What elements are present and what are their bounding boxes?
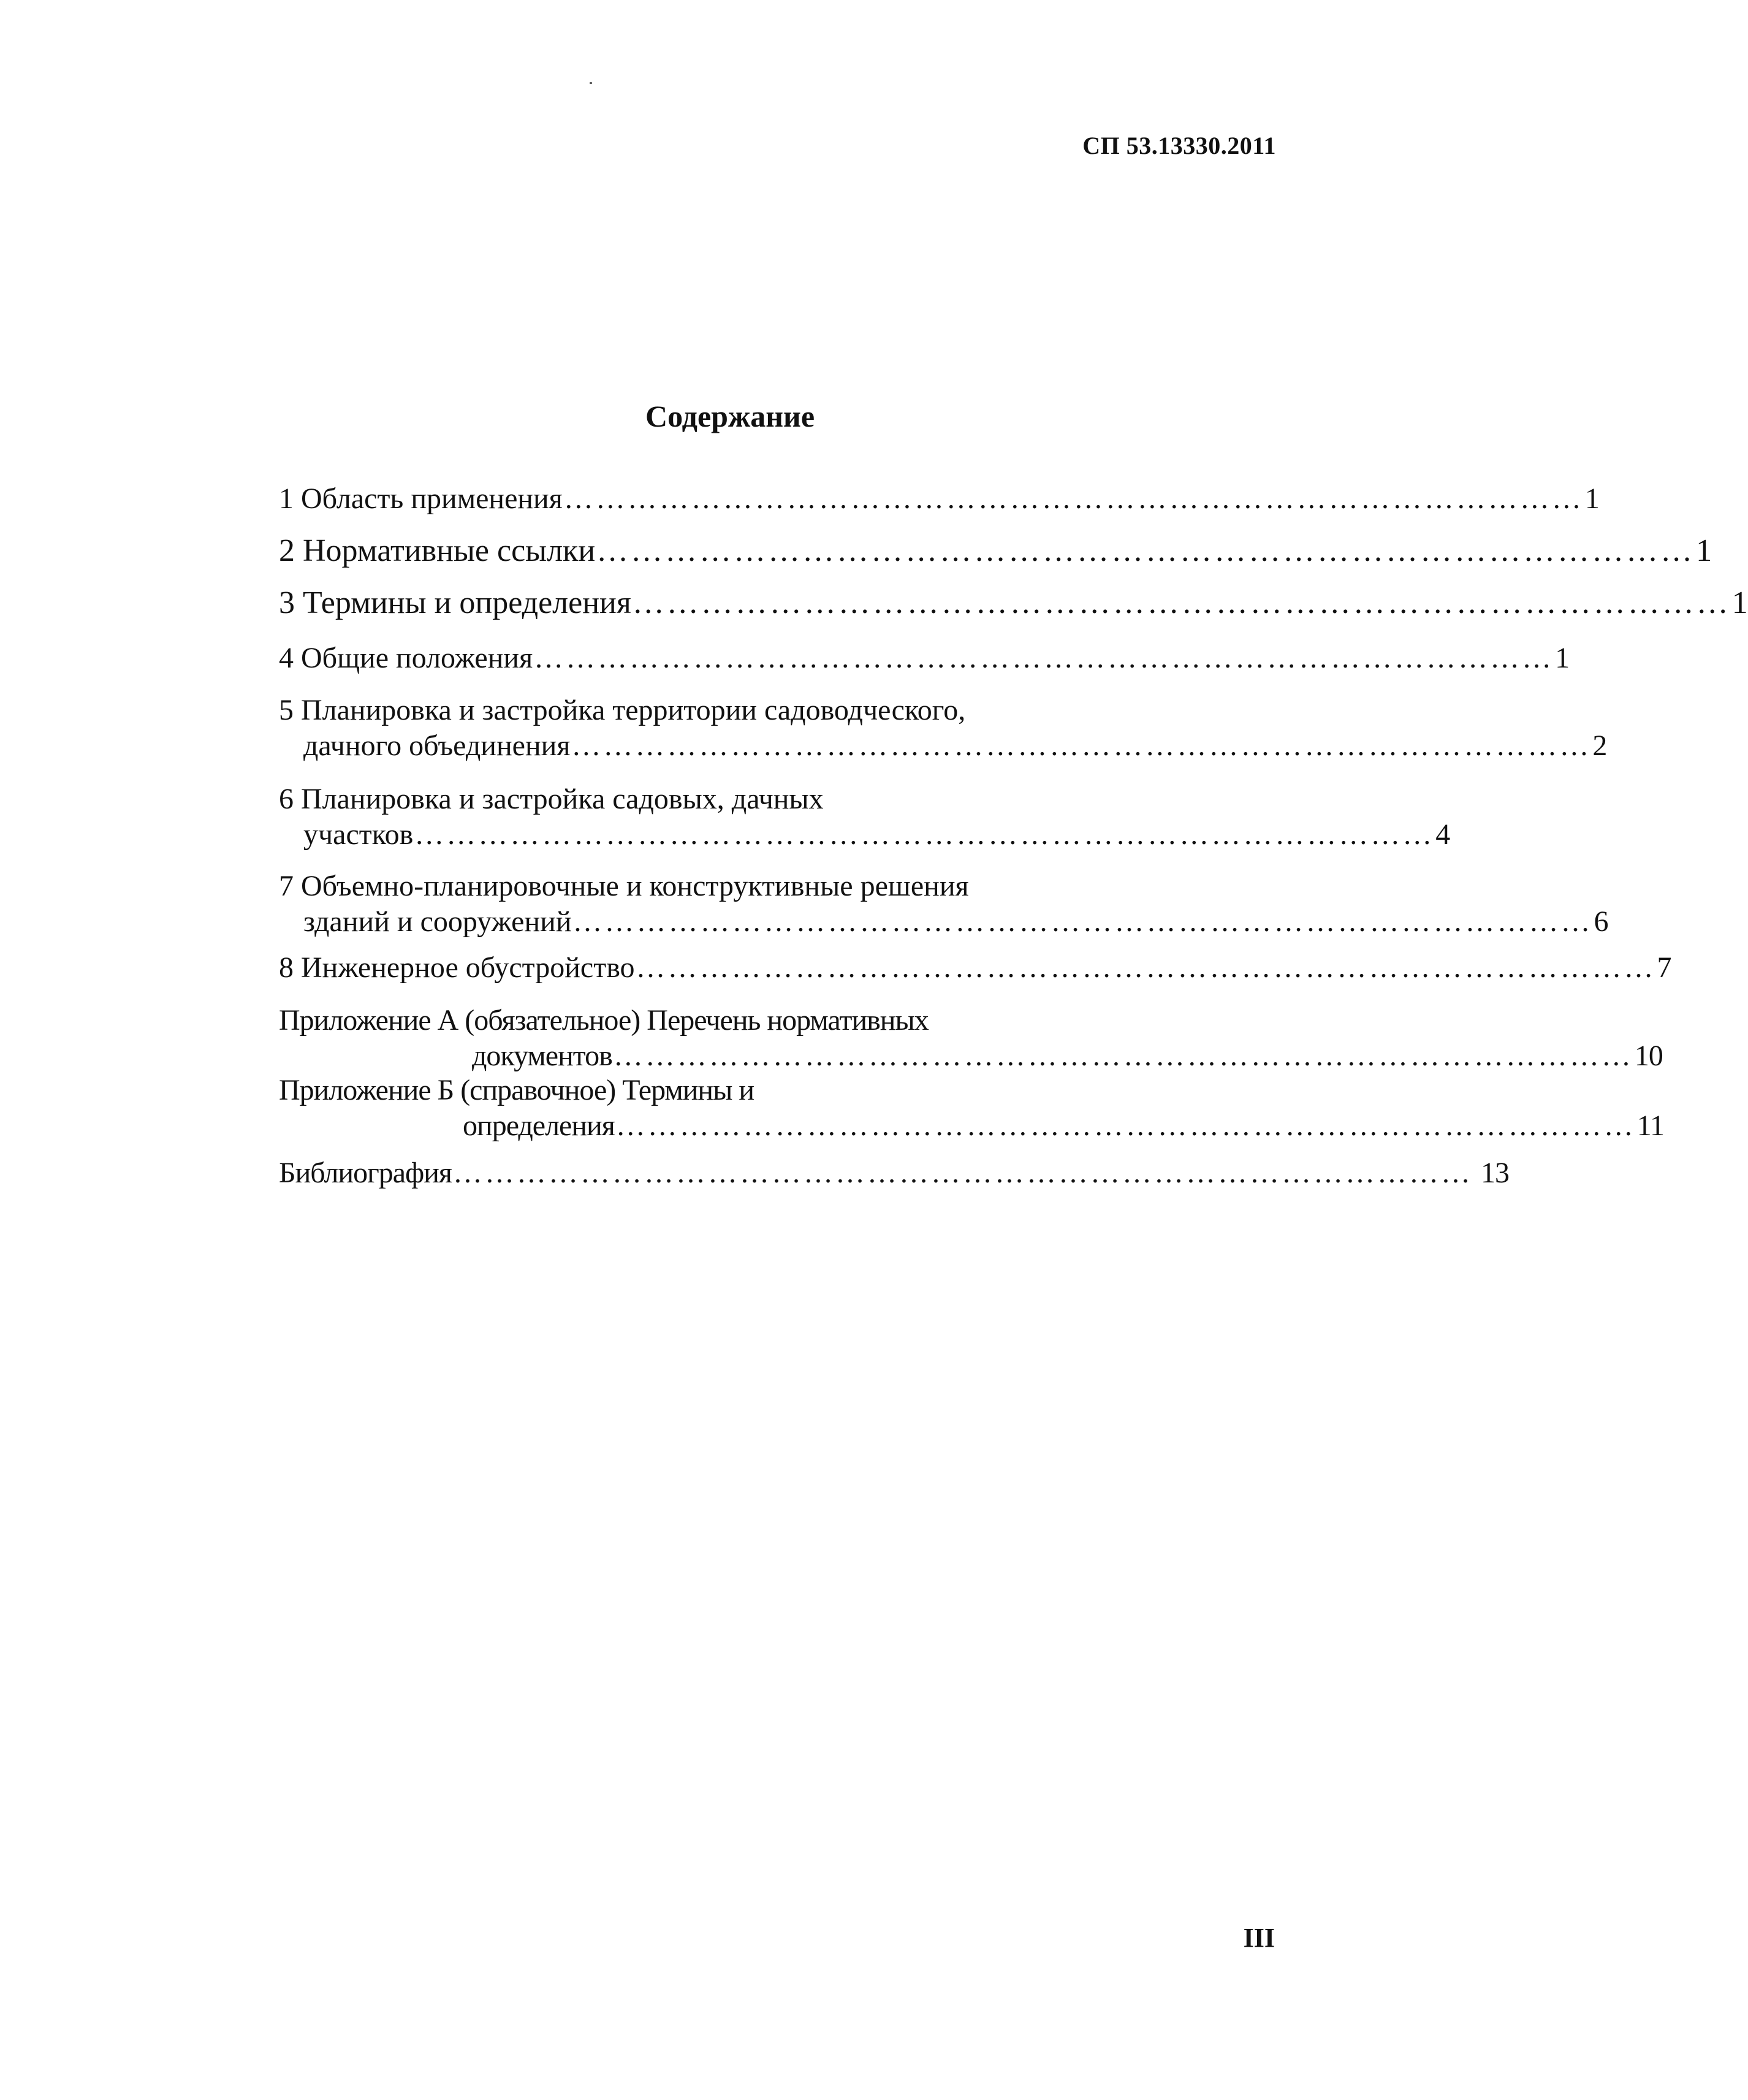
toc-entry-2[interactable] bbox=[279, 533, 1712, 569]
dot-leader: …………………………………………………………………………………… bbox=[636, 951, 1656, 984]
page-number: III bbox=[1243, 1923, 1275, 1953]
toc-entry-page: 1 bbox=[1696, 533, 1712, 568]
toc-entry-3[interactable] bbox=[279, 585, 1748, 621]
toc-entry-label-continued: определения bbox=[463, 1109, 615, 1142]
dot-leader: …………………………………………………………………………………… bbox=[571, 729, 1592, 762]
toc-entry-label-continued: документов bbox=[472, 1040, 612, 1072]
toc-entry-page: 1 bbox=[1555, 642, 1570, 674]
toc-entry-page: 4 bbox=[1435, 818, 1451, 851]
toc-entry-label-continued: зданий и сооружений bbox=[303, 905, 572, 938]
scan-speck bbox=[590, 82, 592, 84]
toc-entry-label: 7 Объемно-планировочные и конструктивные решения bbox=[279, 870, 969, 902]
toc-entry-bibliography[interactable] bbox=[279, 1155, 1509, 1191]
toc-entry-page: 6 bbox=[1594, 905, 1609, 938]
toc-entry-label: 2 Нормативные ссылки bbox=[279, 533, 596, 568]
toc-entry-4[interactable] bbox=[279, 641, 1570, 676]
toc-entry-label: 3 Термины и определения bbox=[279, 585, 631, 620]
toc-entry-label: 4 Общие положения bbox=[279, 642, 533, 674]
dot-leader: …………………………………………………………………………………… bbox=[613, 1040, 1633, 1072]
toc-entry-1[interactable] bbox=[279, 481, 1600, 517]
toc-entry-5[interactable] bbox=[279, 693, 1608, 764]
toc-entry-page: 13 bbox=[1473, 1157, 1509, 1189]
toc-entry-page: 11 bbox=[1636, 1109, 1665, 1142]
toc-entry-label: 6 Планировка и застройка садовых, дачных bbox=[279, 783, 824, 815]
document-code: СП 53.13330.2011 bbox=[1082, 132, 1276, 159]
toc-entry-page: 1 bbox=[1584, 482, 1600, 515]
toc-entry-appendix-a[interactable] bbox=[279, 1003, 1663, 1074]
dot-leader: …………………………………………………………………………………… bbox=[615, 1109, 1636, 1142]
toc-entry-label: 1 Область применения bbox=[279, 482, 563, 515]
dot-leader: …………………………………………………………………………………… bbox=[572, 905, 1593, 938]
toc-entry-8[interactable] bbox=[279, 950, 1672, 986]
dot-leader: …………………………………………………………………………………… bbox=[632, 585, 1731, 620]
toc-entry-label: Приложение Б (справочное) Термины и bbox=[279, 1074, 754, 1106]
dot-leader: …………………………………………………………………………………… bbox=[596, 533, 1695, 568]
toc-entry-7[interactable] bbox=[279, 869, 1609, 940]
toc-entry-label: 8 Инженерное обустройство bbox=[279, 951, 635, 984]
dot-leader: …………………………………………………………………………………… bbox=[534, 642, 1554, 674]
toc-title: Содержание bbox=[645, 399, 815, 433]
toc-entry-page: 2 bbox=[1592, 729, 1608, 762]
dot-leader: …………………………………………………………………………………… bbox=[563, 482, 1584, 515]
dot-leader: …………………………………………………………………………………… bbox=[452, 1157, 1473, 1189]
toc-entry-label: Приложение А (обязательное) Перечень нормативных bbox=[279, 1004, 929, 1037]
toc-entry-label-continued: дачного объединения bbox=[303, 729, 571, 762]
dot-leader: …………………………………………………………………………………… bbox=[414, 818, 1435, 851]
toc-entry-page: 1 bbox=[1731, 585, 1748, 620]
toc-entry-page: 7 bbox=[1657, 951, 1672, 984]
toc-entry-label-continued: участков bbox=[303, 818, 414, 851]
toc-entry-page: 10 bbox=[1634, 1040, 1663, 1072]
toc-entry-appendix-b[interactable] bbox=[279, 1073, 1665, 1144]
toc-entry-6[interactable] bbox=[279, 782, 1451, 853]
toc-entry-label: 5 Планировка и застройка территории садоводческого, bbox=[279, 694, 966, 726]
toc-entry-label: Библиография bbox=[279, 1157, 452, 1189]
